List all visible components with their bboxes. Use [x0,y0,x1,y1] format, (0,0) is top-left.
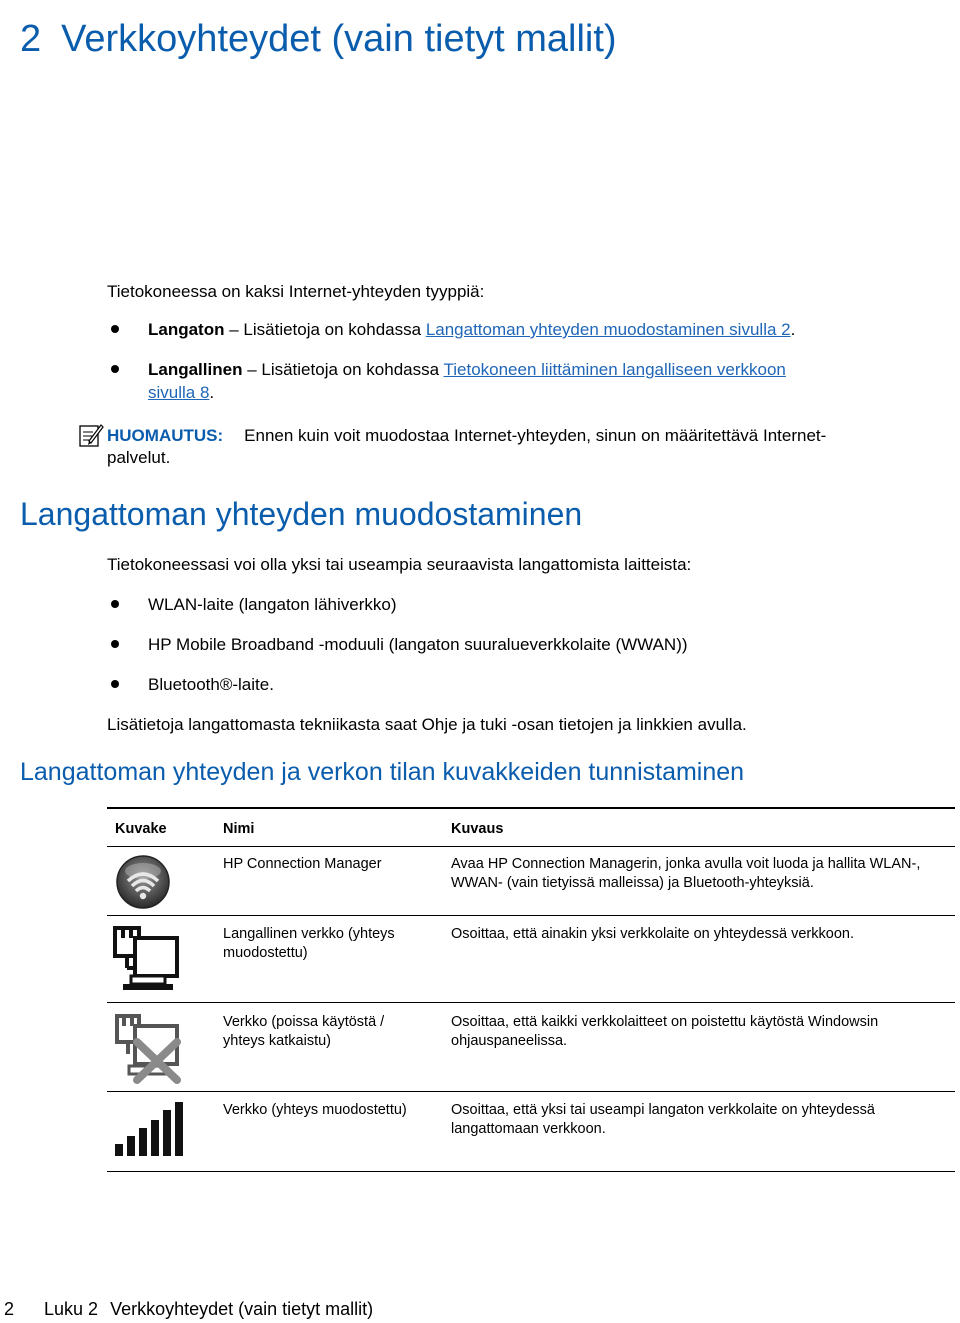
row-description-line: ohjauspaneelissa. [451,1033,568,1049]
bullet-dot [111,600,119,608]
row-name: Verkko (yhteys muodostettu) [223,1102,407,1118]
network-disabled-icon [113,1012,185,1084]
table-row-rule [107,1002,955,1003]
section-heading-icons: Langattoman yhteyden ja verkon tilan kuvakkeiden tunnistaminen [20,758,745,786]
row-description-line: WWAN- (vain tietyissä malleissa) ja Bluetooth-yhteyksiä. [451,875,814,891]
note-icon [78,422,104,448]
note-label: HUOMAUTUS: [107,426,224,445]
row-name [223,1013,384,1051]
page-footer [4,1299,373,1320]
table-top-rule [107,807,955,809]
row-name-line: Langallinen verkko (yhteys [223,926,395,942]
bullet-end: . [209,383,215,402]
row-name [223,925,395,963]
device-item-wwan: HP Mobile Broadband -moduuli (langaton suuralueverkkolaite (WWAN)) [148,635,688,654]
row-name-line: Verkko (poissa käytöstä / [223,1014,385,1030]
row-description [451,1013,878,1051]
chapter-title [20,18,617,61]
bullet-dot [111,680,119,688]
wired-network-connected-icon [113,924,181,992]
chapter-number: 2 [20,18,42,60]
row-name-line: muodostettu) [223,945,308,961]
footer-chapter-label: Luku 2 [44,1299,99,1319]
table-bottom-rule [107,1171,955,1172]
row-name-line: yhteys katkaistu) [223,1033,331,1049]
device-item-wlan: WLAN-laite (langaton lähiverkko) [148,595,397,614]
intro-text: Tietokoneessa on kaksi Internet-yhteyden tyyppiä: [107,282,485,301]
bullet-term: Langallinen [148,360,243,379]
section-heading-wireless: Langattoman yhteyden muodostaminen [20,496,583,532]
table-header-icon: Kuvake [115,821,167,837]
row-name: HP Connection Manager [223,856,382,872]
footer-chapter-title: Verkkoyhteydet (vain tietyt mallit) [110,1299,374,1319]
table-row-rule [107,1091,955,1092]
note-line-1 [107,424,826,447]
page-number: 2 [4,1299,15,1319]
bullet-wired [148,358,786,381]
note-text-1: Ennen kuin voit muodostaa Internet-yhteyden, sinun on määritettävä Internet- [244,426,827,445]
hp-connection-manager-icon [112,853,174,911]
row-description-line: Avaa HP Connection Managerin, jonka avulla voit luoda ja hallita WLAN-, [451,856,921,872]
bullet-dot [111,365,119,373]
table-row-rule [107,915,955,916]
bullet-dot [111,325,119,333]
bullet-text: Lisätietoja on kohdassa [243,320,426,339]
row-description [451,1101,875,1139]
section1-more-info: Lisätietoja langattomasta tekniikasta saat Ohje ja tuki -osan tietojen ja linkkien avulla. [107,715,747,734]
bullet-end: . [790,320,796,339]
row-description [451,855,920,893]
row-description-line: Osoittaa, että yksi tai useampi langaton verkkolaite on yhteydessä [451,1102,875,1118]
section1-intro: Tietokoneessasi voi olla yksi tai useampia seuraavista langattomista laitteista: [107,555,692,574]
bullet-sep: – [242,360,262,379]
link-wired-section[interactable]: Tietokoneen liittäminen langalliseen verkkoon [443,360,786,379]
row-description: Osoittaa, että ainakin yksi verkkolaite on yhteydessä verkkoon. [451,926,854,942]
note-text-2: palvelut. [107,448,171,467]
bullet-wireless [148,318,795,341]
bullet-wired-cont [148,381,214,404]
row-description-line: Osoittaa, että kaikki verkkolaitteet on poistettu käytöstä Windowsin [451,1014,879,1030]
row-description-line: langattomaan verkkoon. [451,1121,606,1137]
table-header-description: Kuvaus [451,821,504,837]
chapter-title-text: Verkkoyhteydet (vain tietyt mallit) [61,18,617,60]
link-wireless-section[interactable]: Langattoman yhteyden muodostaminen sivulla 2 [425,320,791,339]
device-item-bluetooth: Bluetooth®-laite. [148,675,274,694]
bullet-text: Lisätietoja on kohdassa [261,360,444,379]
bullet-sep: – [224,320,244,339]
table-header-name: Nimi [223,821,255,837]
table-header-rule [107,846,955,847]
bullet-term: Langaton [148,320,225,339]
network-connected-signal-icon [113,1100,185,1158]
link-page-8[interactable]: sivulla 8 [148,383,210,402]
bullet-dot [111,640,119,648]
